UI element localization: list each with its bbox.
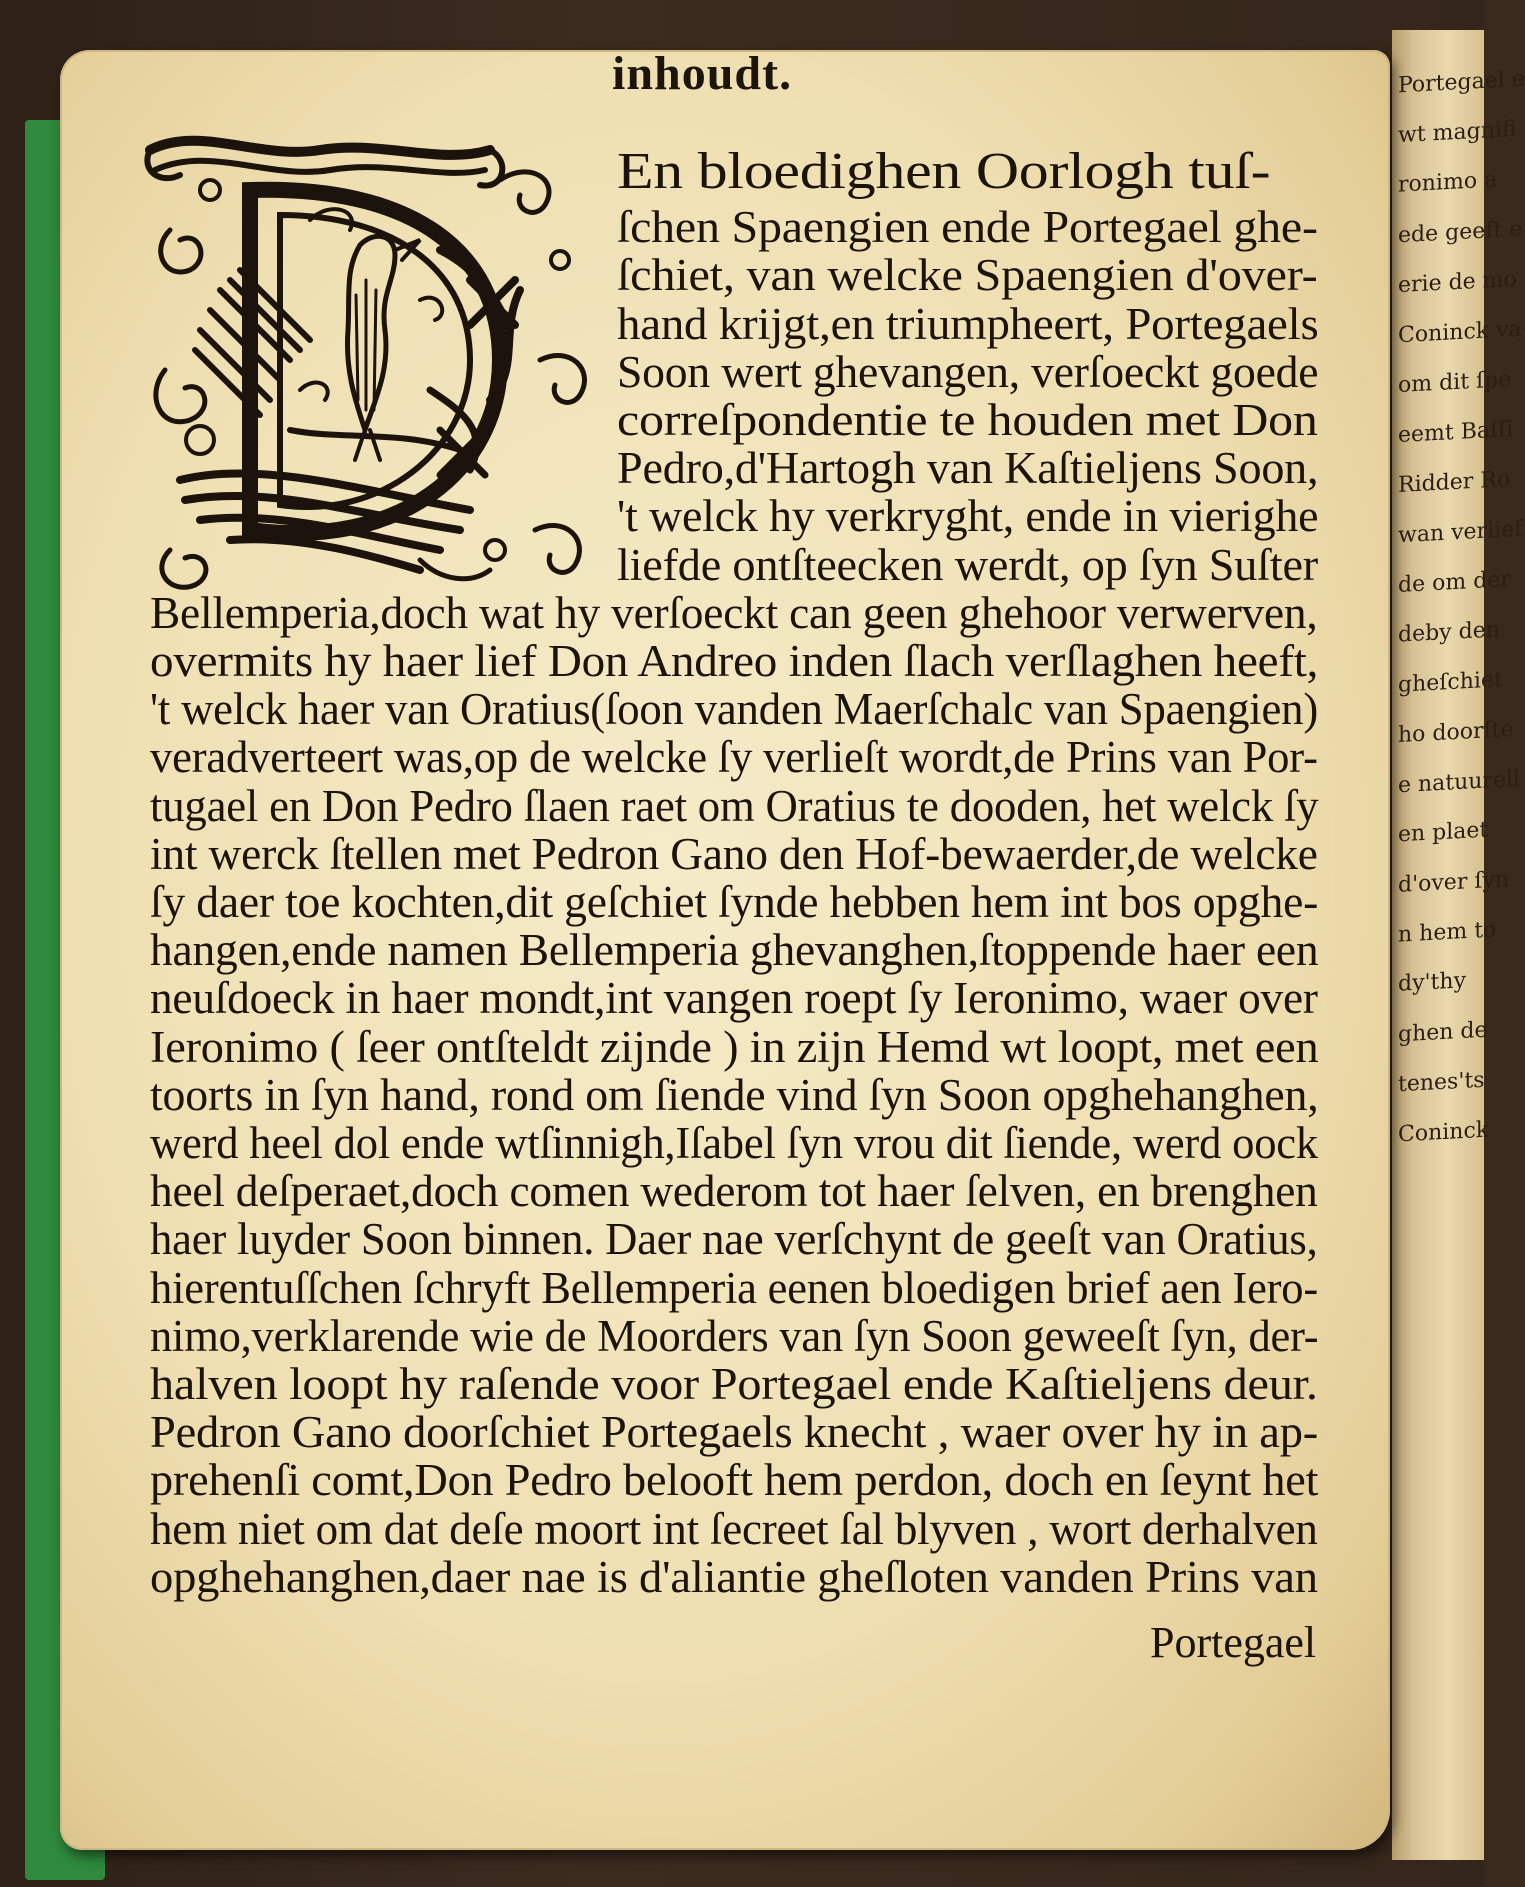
facing-page-fragment: eemt Baſſi <box>1398 416 1514 449</box>
facing-page-fragment: erie de mo <box>1398 266 1517 299</box>
facing-page-fragment: d'over ſyn <box>1398 867 1510 898</box>
text-line: nimo,verklarende wie de Moorders van ſyn Soon geweeſt ſyn, der- <box>150 1311 1319 1361</box>
text-line: int werck ſtellen met Pedron Gano den Hof-bewaerder,de welcke <box>150 829 1318 879</box>
facing-page-fragment: wan verlief <box>1398 516 1523 549</box>
text-line: correſpondentie te houden met Don <box>617 395 1318 445</box>
facing-page-fragment: om dit ſpe <box>1398 367 1512 398</box>
facing-page-fragment: Coninck va <box>1398 316 1522 349</box>
text-line: ſchiet, van welcke Spaengien d'over- <box>617 250 1318 300</box>
running-head: inhoudt. <box>612 47 793 100</box>
text-line: hand krijgt,en triumpheert, Portegaels <box>617 299 1319 349</box>
text-line: heel deſperaet,doch comen wederom tot haer ſelven, en brenghen <box>150 1166 1318 1216</box>
facing-page-fragment: ghen de <box>1398 1017 1488 1048</box>
text-line: ſy daer toe kochten,dit geſchiet ſynde hebben hem int bos opghe- <box>150 877 1319 927</box>
text-line: ſchen Spaengien ende Portegael ghe- <box>617 202 1318 252</box>
facing-page-fragment: en plaet <box>1398 817 1489 848</box>
text-line: Ieronimo ( ſeer ontſteldt zijnde ) in zijn Hemd wt loopt, met een <box>150 1022 1319 1072</box>
text-line: 't welck hy verkryght, ende in vierighe <box>617 491 1319 541</box>
text-line: Pedron Gano doorſchiet Portegaels knecht , waer over hy in ap- <box>150 1407 1318 1457</box>
decorated-initial-d <box>140 130 605 600</box>
text-line: hem niet om dat deſe moort int ſecreet ſal blyven , wort derhalven <box>150 1504 1318 1554</box>
text-line: toorts in ſyn hand, rond om ſiende vind ſyn Soon opghehanghen, <box>150 1070 1319 1120</box>
catchword: Portegael <box>1150 1618 1317 1667</box>
text-line: En bloedighen Oorlogh tuſ- <box>617 143 1271 200</box>
facing-page-fragment: wt magnifi <box>1398 116 1517 149</box>
text-line: haer luyder Soon binnen. Daer nae verſchynt de geeſt van Oratius, <box>150 1214 1318 1264</box>
text-line: Bellemperia,doch wat hy verſoeckt can geen ghehoor verwerven, <box>150 588 1318 638</box>
facing-page-fragment: n hem to <box>1398 917 1497 948</box>
text-line: halven loopt hy raſende voor Portegael ende Kaſtieljens deur. <box>150 1359 1318 1409</box>
facing-page-fragment: ronimo a <box>1398 167 1498 198</box>
facing-page-fragment: deby den <box>1398 617 1500 648</box>
facing-page-fragment: de om der <box>1398 567 1511 598</box>
facing-page-fragment: Ridder Ro <box>1398 467 1511 498</box>
text-line: prehenſi comt,Don Pedro belooft hem perdon, doch en ſeynt het <box>150 1455 1319 1505</box>
text-line: werd heel dol ende wtſinnigh,Iſabel ſyn vrou dit ſiende, werd oock <box>150 1118 1318 1168</box>
text-line: 't welck haer van Oratius(ſoon vanden Maerſchalc van Spaengien) <box>150 684 1319 734</box>
facing-page-edge <box>1392 30 1525 1860</box>
text-line: hierentuſſchen ſchryft Bellemperia eenen bloedigen brief aen Iero- <box>150 1263 1318 1313</box>
text-line: opghehanghen,daer nae is d'aliantie gheſloten vanden Prins van <box>150 1552 1318 1602</box>
text-line: tugael en Don Pedro ſlaen raet om Oratius te dooden, het welck ſy <box>150 781 1319 831</box>
text-line: hangen,ende namen Bellemperia ghevanghen,ſtoppende haer een <box>150 925 1319 975</box>
text-line: liefde ontſteecken werdt, op ſyn Suſter <box>617 540 1318 590</box>
text-line: Soon wert ghevangen, verſoeckt goede <box>617 347 1319 397</box>
facing-page-fragment: ede geeft e <box>1398 216 1523 249</box>
facing-page-fragment: ho doorſte <box>1398 716 1514 749</box>
text-line: Pedro,d'Hartogh van Kaſtieljens Soon, <box>617 443 1319 493</box>
text-line: overmits hy haer lief Don Andreo inden ſlach verſlaghen heeft, <box>150 636 1319 686</box>
text-line: veradverteert was,op de welcke ſy verlieſt wordt,de Prins van Por- <box>150 732 1318 782</box>
facing-page-fragment: Coninck <box>1398 1117 1490 1148</box>
facing-page-fragment: gheſchiet <box>1398 667 1503 698</box>
facing-page-fragment: Portegael e <box>1398 66 1525 99</box>
text-line: neuſdoeck in haer mondt,int vangen roept ſy Ieronimo, waer over <box>150 973 1318 1023</box>
facing-page-fragment: e natuurell <box>1398 766 1521 799</box>
facing-page-fragment: dy'thy <box>1398 968 1466 997</box>
facing-page-fragment: tenes'ts <box>1398 1067 1485 1098</box>
